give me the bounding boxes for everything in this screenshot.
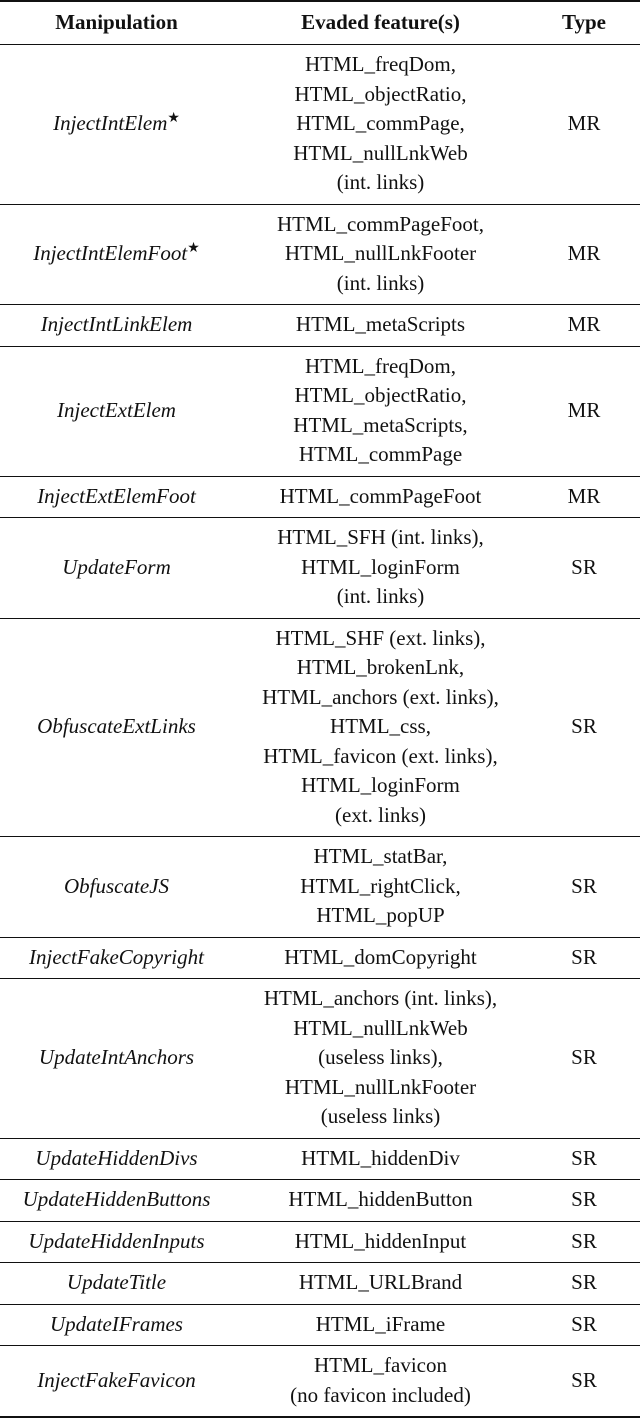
evaded-features-cell [233, 1346, 528, 1418]
feature-line: HTML_SFH (int. links), [277, 525, 484, 549]
feature-line: HTML_favicon [314, 1353, 447, 1377]
table-row [0, 204, 640, 305]
evaded-features-cell [233, 204, 528, 305]
feature-line: HTML_favicon (ext. links), [263, 743, 498, 768]
feature-line: HTML_brokenLnk, [296, 655, 465, 679]
feature-line: (int. links) [336, 170, 425, 194]
manipulation-cell [0, 937, 233, 979]
manipulation-cell [0, 1346, 233, 1418]
feature-line: HTML_rightClick, [300, 873, 461, 898]
feature-line: HTML_commPage [298, 442, 463, 466]
manipulation-cell [0, 204, 233, 305]
manipulation-name: InjectIntLinkElem [40, 312, 193, 336]
table-row [0, 305, 640, 347]
header-row [0, 1, 640, 45]
type-cell: SR [528, 837, 640, 938]
header-evaded-features: Evaded feature(s) [233, 1, 528, 45]
evaded-features-cell [233, 346, 528, 476]
feature-line: (useless links), [318, 1045, 443, 1069]
type-cell: SR [528, 1138, 640, 1180]
evaded-features-cell [233, 518, 528, 619]
evaded-features-cell [233, 476, 528, 518]
table-row [0, 979, 640, 1139]
manipulation-name: ObfuscateJS [64, 873, 169, 898]
feature-line: HTML_css, [330, 714, 431, 738]
manipulation-name: InjectIntElem [53, 111, 168, 135]
feature-line: (int. links) [336, 584, 425, 608]
type-cell: SR [528, 518, 640, 619]
feature-line: HTML_metaScripts, [293, 412, 468, 437]
manipulation-name: UpdateIFrames [50, 1311, 183, 1336]
feature-line: HTML_anchors (int. links), [263, 986, 498, 1010]
type-cell: MR [528, 476, 640, 518]
header-type: Type [528, 1, 640, 45]
manipulation-cell [0, 979, 233, 1139]
feature-line: HTML_commPage, [296, 111, 465, 135]
evaded-features-cell [233, 45, 528, 205]
table-row [0, 476, 640, 518]
manipulation-cell [0, 618, 233, 837]
manipulation-cell [0, 1221, 233, 1263]
type-cell: SR [528, 1180, 640, 1222]
feature-line: HTML_loginForm [301, 554, 460, 579]
table-row [0, 618, 640, 837]
manipulation-cell [0, 476, 233, 518]
feature-line: HTML_loginForm [301, 773, 460, 797]
feature-line: HTML_statBar, [313, 844, 448, 868]
feature-line: HTML_commPageFoot [279, 483, 482, 508]
feature-line: HTML_iFrame [315, 1311, 446, 1336]
feature-line: HTML_popUP [316, 903, 445, 927]
manipulation-cell [0, 518, 233, 619]
evaded-features-cell [233, 1263, 528, 1305]
evaded-features-cell [233, 1138, 528, 1180]
manipulation-name: UpdateIntAnchors [38, 1045, 195, 1069]
manipulation-cell [0, 346, 233, 476]
table-row [0, 518, 640, 619]
table-row [0, 1263, 640, 1305]
type-cell: SR [528, 1221, 640, 1263]
manipulation-name: UpdateHiddenInputs [28, 1228, 205, 1253]
evaded-features-cell [233, 618, 528, 837]
type-cell: MR [528, 204, 640, 305]
type-cell: SR [528, 1304, 640, 1346]
type-cell: MR [528, 305, 640, 347]
manipulation-cell [0, 1138, 233, 1180]
feature-line: HTML_nullLnkFooter [284, 1074, 477, 1099]
star-marker: ★ [187, 241, 200, 256]
feature-line: HTML_hiddenButton [288, 1187, 473, 1211]
type-cell: SR [528, 618, 640, 837]
feature-line: HTML_URLBrand [298, 1270, 463, 1294]
table-row [0, 1304, 640, 1346]
table-row [0, 1346, 640, 1418]
table-row [0, 346, 640, 476]
manipulation-name: InjectIntElemFoot [33, 241, 188, 265]
feature-line: HTML_freqDom, [304, 52, 457, 76]
feature-line: HTML_nullLnkFooter [284, 241, 477, 265]
manipulation-name: UpdateTitle [66, 1270, 167, 1294]
table-row [0, 45, 640, 205]
table-row [0, 1180, 640, 1222]
type-cell: SR [528, 1263, 640, 1305]
star-marker: ★ [167, 111, 180, 126]
feature-line: (ext. links) [335, 802, 426, 827]
type-cell: SR [528, 1346, 640, 1418]
feature-line: HTML_SHF (ext. links), [275, 625, 486, 650]
feature-line: HTML_metaScripts [295, 312, 466, 336]
manipulation-name: UpdateHiddenButtons [22, 1187, 211, 1211]
feature-line: (int. links) [336, 270, 425, 295]
manipulation-name: InjectFakeCopyright [29, 944, 204, 969]
evaded-features-cell [233, 937, 528, 979]
manipulation-cell [0, 1304, 233, 1346]
feature-line: HTML_anchors (ext. links), [262, 684, 499, 709]
evaded-features-cell [233, 1221, 528, 1263]
evaded-features-cell [233, 1180, 528, 1222]
manipulation-name: InjectFakeFavicon [37, 1367, 196, 1392]
evaded-features-cell [233, 305, 528, 347]
header-manipulation: Manipulation [0, 1, 233, 45]
feature-line: (no favicon included) [290, 1382, 471, 1407]
type-cell: SR [528, 979, 640, 1139]
table-body [0, 45, 640, 1418]
feature-line: (useless links) [320, 1104, 441, 1128]
manipulation-name: ObfuscateExtLinks [37, 714, 196, 738]
type-cell: SR [528, 937, 640, 979]
feature-line: HTML_domCopyright [284, 944, 477, 969]
table-row [0, 1221, 640, 1263]
evaded-features-cell [233, 837, 528, 938]
feature-line: HTML_objectRatio, [294, 383, 467, 407]
manipulation-name: InjectExtElemFoot [37, 483, 196, 508]
manipulation-cell [0, 45, 233, 205]
feature-line: HTML_objectRatio, [294, 81, 467, 106]
evaded-features-cell [233, 979, 528, 1139]
type-cell: MR [528, 346, 640, 476]
feature-line: HTML_nullLnkWeb [293, 140, 468, 165]
manipulation-cell [0, 305, 233, 347]
manipulation-name: UpdateHiddenDivs [35, 1145, 198, 1170]
evaded-features-cell [233, 1304, 528, 1346]
feature-line: HTML_freqDom, [304, 353, 457, 378]
type-cell: MR [528, 45, 640, 205]
table-row [0, 837, 640, 938]
feature-line: HTML_nullLnkWeb [293, 1015, 468, 1040]
manipulation-name: UpdateForm [62, 554, 171, 579]
manipulation-cell [0, 1263, 233, 1305]
feature-line: HTML_commPageFoot, [276, 211, 485, 236]
feature-line: HTML_hiddenInput [294, 1228, 467, 1253]
manipulation-cell [0, 1180, 233, 1222]
feature-line: HTML_hiddenDiv [301, 1145, 460, 1170]
manipulation-name: InjectExtElem [57, 397, 176, 422]
manipulation-cell [0, 837, 233, 938]
table-row [0, 937, 640, 979]
table-row [0, 1138, 640, 1180]
